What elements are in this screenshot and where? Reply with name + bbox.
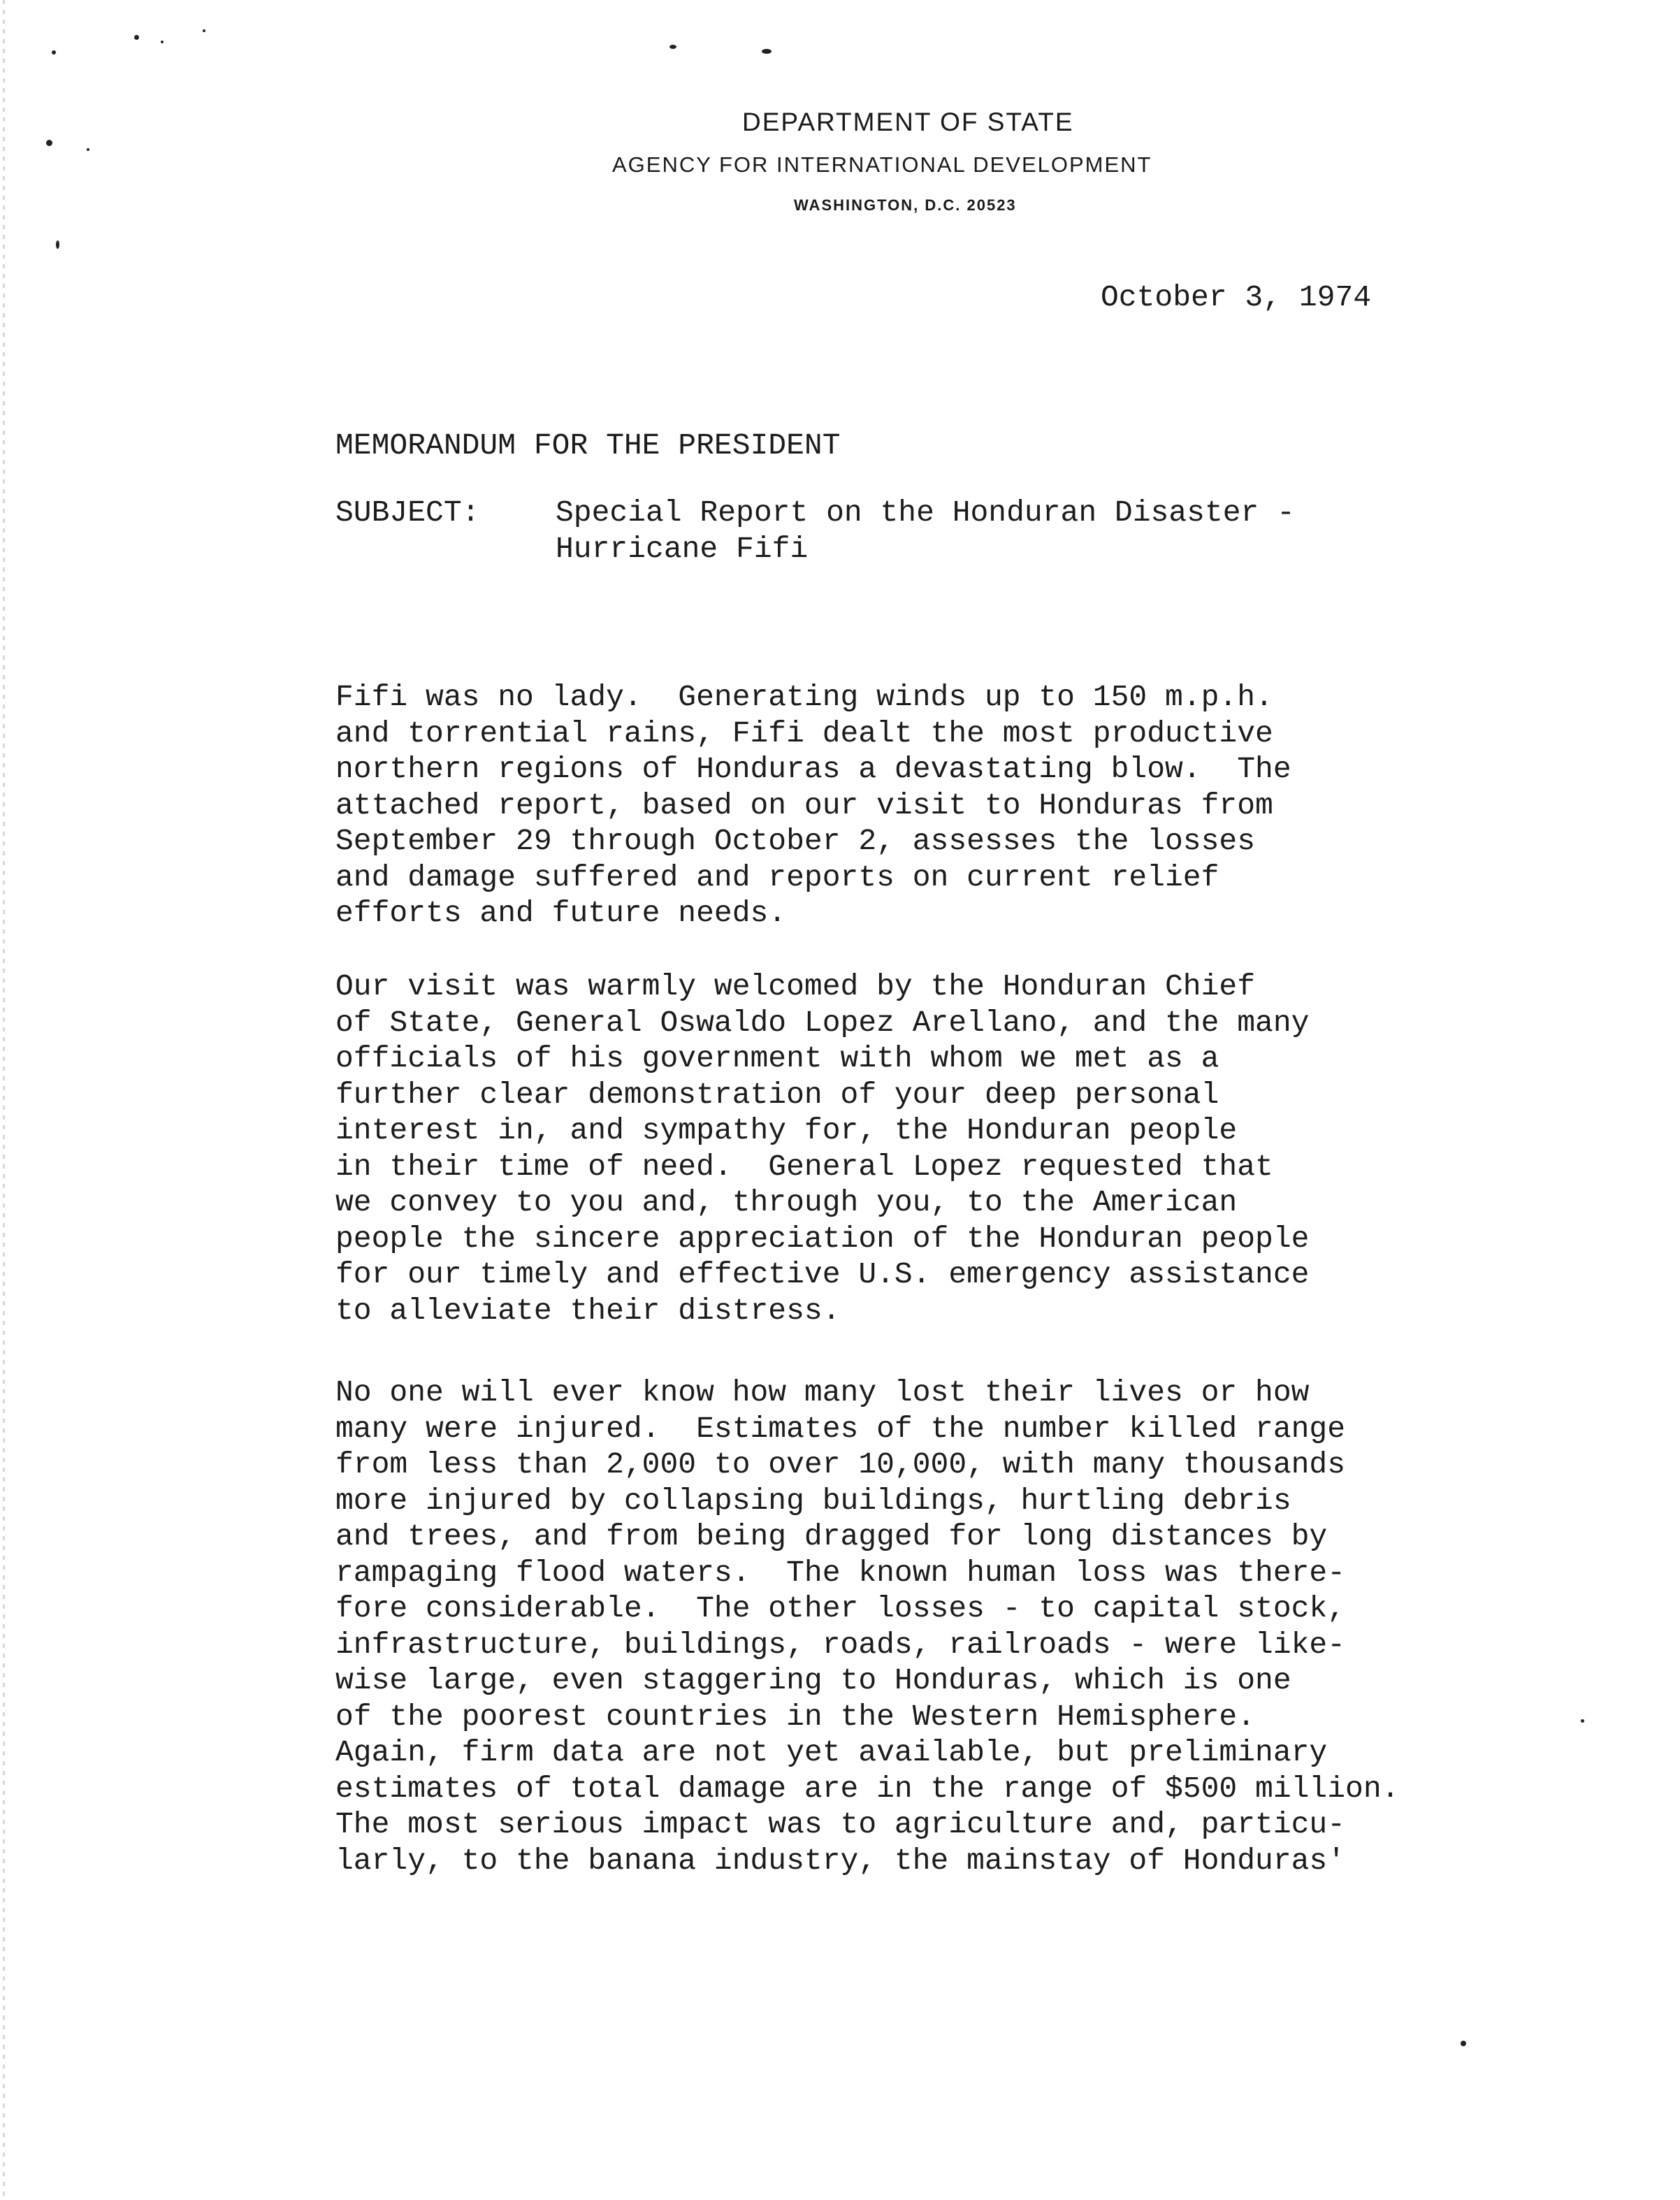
- scan-speck: [762, 49, 772, 54]
- letterhead-address: WASHINGTON, D.C. 20523: [794, 196, 1017, 214]
- scan-speck: [669, 45, 676, 49]
- scan-speck: [56, 240, 59, 249]
- letterhead-department: DEPARTMENT OF STATE: [742, 108, 1074, 136]
- body-paragraph-3: No one will ever know how many lost their lives or how many were injured. Estimates of the number killed range from less than 2,000 to over 10,000, with many thousands more injured by collapsing buildings, hurtling debris and trees, and from being dragged for long distances by rampaging flood waters. The known human loss was there- fore considerable. The other losses - to capital stock, infrastructure, buildings, roads, railroads - were like- wise large, even staggering to Honduras, which is one of the poorest countries in the Western Hemisphere. Again, firm data are not yet available, but preliminary estimates of total damage are in the range of $500 million. The most serious impact was to agriculture and, particu- larly, to the banana industry, the mainstay of Honduras': [335, 1375, 1400, 1878]
- letterhead-agency: AGENCY FOR INTERNATIONAL DEVELOPMENT: [612, 152, 1152, 177]
- memo-addressee: MEMORANDUM FOR THE PRESIDENT: [335, 428, 841, 463]
- scan-speck: [1461, 2041, 1466, 2046]
- memo-date: October 3, 1974: [1101, 280, 1372, 314]
- scan-edge-marks: [3, 0, 5, 2200]
- scan-speck: [46, 140, 52, 146]
- body-paragraph-1: Fifi was no lady. Generating winds up to 150 m.p.h. and torrential rains, Fifi dealt the most productive northern regions of Honduras a devastating blow. The attached report, based on our visit to Honduras from September 29 through October 2, assesses the losses and damage suffered and reports on current relief efforts and future needs.: [335, 680, 1291, 930]
- body-paragraph-2: Our visit was warmly welcomed by the Honduran Chief of State, General Oswaldo Lopez Arellano, and the many officials of his government with whom we met as a further clear demonstration of your deep personal interest in, and sympathy for, the Honduran people in their time of need. General Lopez requested that we convey to you and, through you, to the American people the sincere appreciation of the Honduran people for our timely and effective U.S. emergency assistance to alleviate their distress.: [335, 969, 1310, 1328]
- scan-speck: [161, 41, 164, 43]
- scan-speck: [134, 35, 139, 40]
- scan-speck: [52, 50, 56, 55]
- scan-speck: [87, 148, 89, 151]
- subject-label: SUBJECT:: [335, 495, 480, 530]
- scan-speck: [203, 29, 205, 32]
- subject-text: Special Report on the Honduran Disaster - Hurricane Fifi: [556, 495, 1295, 566]
